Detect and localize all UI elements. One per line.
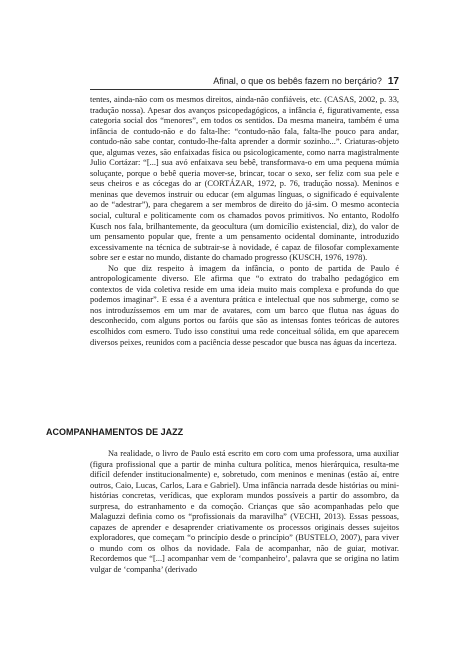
paragraph: No que diz respeito à imagem da infância, o ponto de partida de Paulo é antropologicamente diverso. Ele afirma que “o extrato do trabalho pedagógico em contextos de vida coletiva reside em uma ideia muito mais complexa e profunda do que podemos imaginar”. E essa é a aventura prática e intelectual que nos submerge, como se nos introduzíssemos em um mar de avatares, com um barco que flutua nas águas do desconhecido, com alguns portos ou faróis que são as intensas fontes teóricas de autores escolhidos com esmero. Tudo isso constitui uma rede conceitual sólida, em que aparecem diversos peixes, reunidos com a paciência desse pescador que busca nas águas da incerteza.: [90, 263, 399, 347]
running-header-title: Afinal, o que os bebês fazem no berçário?: [213, 76, 382, 86]
section-body-text: [90, 449, 399, 576]
page-number: 17: [387, 76, 399, 87]
paragraph: tentes, ainda-não com os mesmos direitos, ainda-não confiáveis, etc. (CASAS, 2002, p. 33, tradução nossa). Apesar dos avanços psicopedagógicos, a infância é, figurativamente, essa categoria social dos “menores”, em todos os sentidos. Da mesma maneira, também é uma infância de contudo-não e do falta-lhe: “contudo-não fala, falta-lhe pouco para andar, contudo-não sabe contar, contudo-lhe-falta aprender a dormir sozinho...”. Criaturas-objeto que, algumas vezes, são enfaixadas física ou psicologicamente, como narra magistralmente Julio Cortázar: “[...] sua avó enfaixava seu bebê, transformava-o em uma pequena múmia soluçante, porque o bebê queria mover-se, brincar, tocar o sexo, ser feliz com sua pele e seus cheiros e as cócegas do ar (CORTÁZAR, 1972, p. 76, tradução nossa). Meninos e meninas que devemos instruir ou educar (em algumas línguas, o significado é equivalente ao de “adestrar”), para chegarem a ser membros de direito do já-sim. O mesmo acontecia social, cultural e politicamente com os chamados povos primitivos. No entanto, Rodolfo Kusch nos fala, brilhantemente, da geocultura (um domicílio existencial, diz), do valor de um pensamento popular que, frente a um pensamento ocidental dominante, introduzido excessivamente na técnica de subtrair-se à novidade, é capaz de filosofar complexamente sobre ser e estar no mundo, distante do chamado progresso (KUSCH, 1976, 1978).: [90, 95, 399, 263]
section-heading: ACOMPANHAMENTOS DE JAZZ: [46, 427, 184, 437]
running-header: [213, 76, 399, 87]
header-rule: [90, 89, 399, 90]
body-text: [90, 95, 399, 348]
paragraph: Na realidade, o livro de Paulo está escrito em coro com uma professora, uma auxiliar (figura profissional que a partir de minha cultura política, menos hierárquica, resulta-me difícil defender institucionalmente) e, sobretudo, com meninos e meninas (estão aí, entre outros, Caio, Lucas, Carlos, Lara e Gabriel). Uma infância narrada desde histórias ou mini-histórias concretas, verídicas, que exploram mundos possíveis a partir do assombro, da surpresa, do estranhamento e da comoção. Crianças que são acompanhadas pelo que Malaguzzi definia como os “profissionais da maravilha” (VECHI, 2013). Essas pessoas, capazes de aprender e desaprender criativamente os processos originais desses sujeitos exploradores, que começam “o princípio desde o princípio” (BUSTELO, 2007), para viver o mundo com os olhos da novidade. Fala de acompanhar, não de guiar, motivar. Recordemos que “[...] acompanhar vem de ‘companheiro’, palavra que se origina no latim vulgar de ‘companha’ (derivado: [90, 449, 399, 575]
